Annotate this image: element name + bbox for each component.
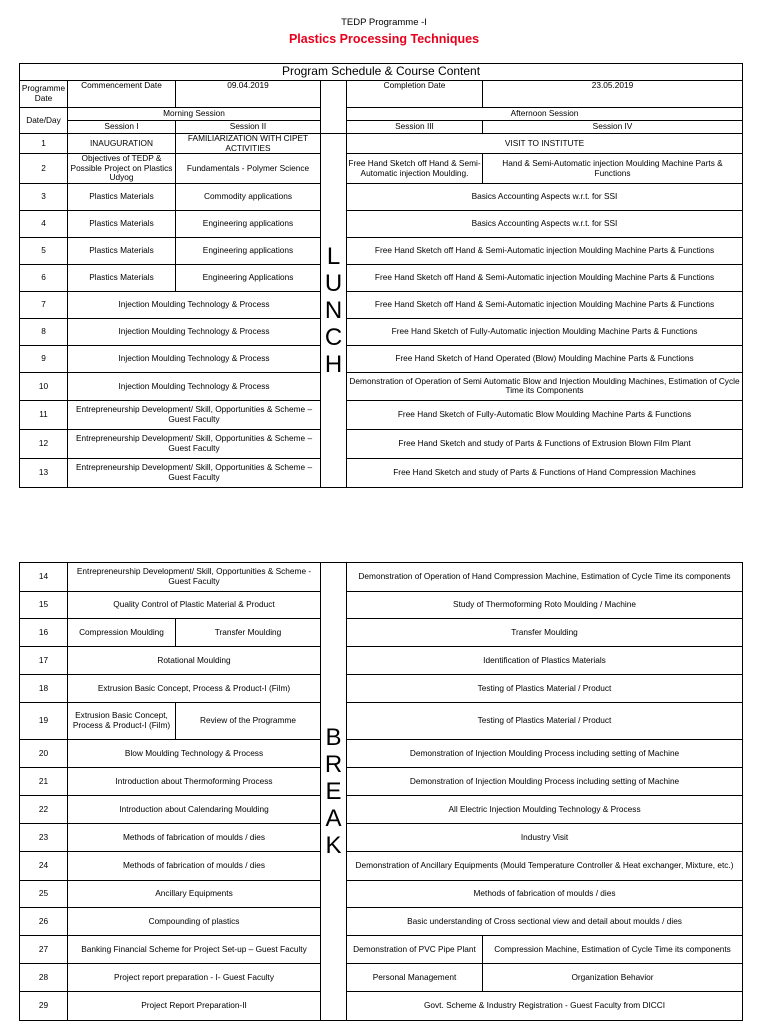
afternoon-topic: Identification of Plastics Materials [347, 647, 743, 675]
schedule-row [20, 372, 743, 400]
break-label [321, 563, 347, 1021]
afternoon-session-label: Afternoon Session [347, 108, 743, 121]
day-number: 25 [20, 881, 68, 908]
day-number: 7 [20, 291, 68, 318]
schedule-table-2 [19, 562, 743, 1021]
session-1-topic: Plastics Materials [68, 264, 176, 291]
vertical-letter: R [324, 751, 343, 778]
schedule-row [20, 768, 743, 796]
afternoon-topic: Basics Accounting Aspects w.r.t. for SSI [347, 210, 743, 237]
morning-session-label: Morning Session [68, 108, 321, 121]
session-1-topic: INAUGURATION [68, 134, 176, 154]
schedule-title: Program Schedule & Course Content [20, 64, 743, 81]
afternoon-topic: Study of Thermoforming Roto Moulding / Machine [347, 592, 743, 619]
morning-topic: Entrepreneurship Development/ Skill, Opportunities & Scheme – Guest Faculty [68, 429, 321, 458]
morning-topic: Methods of fabrication of moulds / dies [68, 852, 321, 881]
day-number: 13 [20, 458, 68, 487]
day-number: 14 [20, 563, 68, 592]
afternoon-topic: Industry Visit [347, 824, 743, 852]
session-1-topic: Plastics Materials [68, 237, 176, 264]
morning-topic: Injection Moulding Technology & Process [68, 372, 321, 400]
session-2-topic: Fundamentals - Polymer Science [176, 154, 321, 184]
schedule-row [20, 563, 743, 592]
afternoon-topic: Govt. Scheme & Industry Registration - Guest Faculty from DICCI [347, 992, 743, 1021]
day-number: 2 [20, 154, 68, 184]
session-4-topic: Organization Behavior [483, 964, 743, 992]
schedule-row [20, 703, 743, 740]
course-title: Plastics Processing Techniques [288, 32, 480, 46]
day-number: 5 [20, 237, 68, 264]
morning-topic: Project report preparation - I- Guest Faculty [68, 964, 321, 992]
date-day-label: Date/Day [20, 108, 68, 134]
schedule-row [20, 237, 743, 264]
day-number: 1 [20, 134, 68, 154]
schedule-row [20, 881, 743, 908]
day-number: 17 [20, 647, 68, 675]
programme-date-label: Programme Date [20, 81, 68, 108]
afternoon-topic: VISIT TO INSTITUTE [347, 134, 743, 154]
morning-topic: Entrepreneurship Development/ Skill, Opportunities & Scheme – Guest Faculty [68, 458, 321, 487]
session-1-topic: Extrusion Basic Concept, Process & Product-I (Film) [68, 703, 176, 740]
schedule-table-1 [19, 63, 743, 488]
schedule-row [20, 824, 743, 852]
commencement-value: 09.04.2019 [176, 81, 321, 108]
session-4-topic: Compression Machine, Estimation of Cycle Time its components [483, 936, 743, 964]
session-2-topic: Review of the Programme [176, 703, 321, 740]
schedule-row [20, 740, 743, 768]
schedule-row [20, 264, 743, 291]
morning-topic: Ancillary Equipments [68, 881, 321, 908]
day-number: 4 [20, 210, 68, 237]
morning-topic: Methods of fabrication of moulds / dies [68, 824, 321, 852]
morning-topic: Project Report Preparation-II [68, 992, 321, 1021]
afternoon-topic: Demonstration of Injection Moulding Process including setting of Machine [347, 768, 743, 796]
session-3-topic: Demonstration of PVC Pipe Plant [347, 936, 483, 964]
vertical-letter: A [325, 805, 342, 832]
day-number: 29 [20, 992, 68, 1021]
schedule-row [20, 908, 743, 936]
commencement-label: Commencement Date [68, 81, 176, 108]
day-number: 9 [20, 345, 68, 372]
session-2-label: Session II [176, 121, 321, 134]
morning-topic: Injection Moulding Technology & Process [68, 318, 321, 345]
morning-topic: Entrepreneurship Development/ Skill, Opportunities & Scheme - Guest Faculty [68, 563, 321, 592]
schedule-row [20, 134, 743, 154]
day-number: 12 [20, 429, 68, 458]
afternoon-topic: Free Hand Sketch off Hand & Semi-Automatic injection Moulding Machine Parts & Functions [347, 237, 743, 264]
day-number: 8 [20, 318, 68, 345]
vertical-letter: N [324, 296, 343, 324]
day-number: 22 [20, 796, 68, 824]
day-number: 10 [20, 372, 68, 400]
morning-topic: Quality Control of Plastic Material & Product [68, 592, 321, 619]
schedule-row [20, 429, 743, 458]
day-number: 26 [20, 908, 68, 936]
morning-topic: Injection Moulding Technology & Process [68, 345, 321, 372]
lunch-gap [321, 121, 347, 134]
afternoon-topic: Demonstration of Operation of Semi Automatic Blow and Injection Moulding Machines, Estimation of Cycle Time its Components [347, 372, 743, 400]
day-number: 6 [20, 264, 68, 291]
session-4-topic: Hand & Semi-Automatic injection Moulding Machine Parts & Functions [483, 154, 743, 184]
schedule-row [20, 936, 743, 964]
afternoon-topic: Basics Accounting Aspects w.r.t. for SSI [347, 183, 743, 210]
schedule-row [20, 458, 743, 487]
morning-topic: Injection Moulding Technology & Process [68, 291, 321, 318]
morning-topic: Introduction about Thermoforming Process [68, 768, 321, 796]
afternoon-topic: Demonstration of Ancillary Equipments (Mould Temperature Controller & Heat exchanger, Mixture, etc.) [347, 852, 743, 881]
day-number: 19 [20, 703, 68, 740]
programme-title: TEDP Programme -I [341, 17, 427, 28]
afternoon-topic: Free Hand Sketch of Fully-Automatic Blow Moulding Machine Parts & Functions [347, 400, 743, 429]
afternoon-topic: Free Hand Sketch and study of Parts & Functions of Hand Compression Machines [347, 458, 743, 487]
session-2-topic: Engineering applications [176, 237, 321, 264]
vertical-letter: H [324, 350, 343, 378]
day-number: 28 [20, 964, 68, 992]
schedule-row [20, 852, 743, 881]
lunch-gap [321, 81, 347, 108]
day-number: 27 [20, 936, 68, 964]
schedule-row [20, 675, 743, 703]
session-2-topic: Engineering Applications [176, 264, 321, 291]
lunch-gap [321, 108, 347, 121]
afternoon-topic: Free Hand Sketch off Hand & Semi-Automatic injection Moulding Machine Parts & Functions [347, 264, 743, 291]
schedule-row [20, 400, 743, 429]
schedule-row [20, 592, 743, 619]
afternoon-topic: Demonstration of Injection Moulding Process including setting of Machine [347, 740, 743, 768]
morning-topic: Banking Financial Scheme for Project Set-up – Guest Faculty [68, 936, 321, 964]
schedule-row [20, 992, 743, 1021]
morning-topic: Introduction about Calendaring Moulding [68, 796, 321, 824]
schedule-row [20, 154, 743, 184]
schedule-row [20, 210, 743, 237]
afternoon-topic: Free Hand Sketch off Hand & Semi-Automatic injection Moulding Machine Parts & Functions [347, 291, 743, 318]
morning-topic: Extrusion Basic Concept, Process & Product-I (Film) [68, 675, 321, 703]
vertical-letter: C [324, 323, 343, 351]
afternoon-topic: Free Hand Sketch of Fully-Automatic injection Moulding Machine Parts & Functions [347, 318, 743, 345]
schedule-row [20, 647, 743, 675]
session-1-topic: Compression Moulding [68, 619, 176, 647]
schedule-row [20, 796, 743, 824]
day-number: 3 [20, 183, 68, 210]
session-1-topic: Plastics Materials [68, 183, 176, 210]
session-3-label: Session III [347, 121, 483, 134]
afternoon-topic: Testing of Plastics Material / Product [347, 703, 743, 740]
completion-label: Completion Date [347, 81, 483, 108]
lunch-label [321, 134, 347, 488]
schedule-row [20, 345, 743, 372]
afternoon-topic: Methods of fabrication of moulds / dies [347, 881, 743, 908]
vertical-letter: U [324, 269, 343, 297]
afternoon-topic: Transfer Moulding [347, 619, 743, 647]
morning-topic: Compounding of plastics [68, 908, 321, 936]
afternoon-topic: Demonstration of Operation of Hand Compression Machine, Estimation of Cycle Time its components [347, 563, 743, 592]
vertical-letter: B [325, 724, 342, 751]
schedule-row [20, 318, 743, 345]
session-1-label: Session I [68, 121, 176, 134]
session-1-topic: Objectives of TEDP & Possible Project on Plastics Udyog [68, 154, 176, 184]
session-4-label: Session IV [483, 121, 743, 134]
vertical-letter: E [325, 778, 342, 805]
schedule-row [20, 619, 743, 647]
vertical-letter: L [326, 242, 341, 270]
afternoon-topic: Testing of Plastics Material / Product [347, 675, 743, 703]
session-2-topic: Transfer Moulding [176, 619, 321, 647]
session-1-topic: Plastics Materials [68, 210, 176, 237]
day-number: 21 [20, 768, 68, 796]
day-number: 20 [20, 740, 68, 768]
morning-topic: Blow Moulding Technology & Process [68, 740, 321, 768]
afternoon-topic: Free Hand Sketch of Hand Operated (Blow) Moulding Machine Parts & Functions [347, 345, 743, 372]
session-2-topic: FAMILIARIZATION WITH CIPET ACTIVITIES [176, 134, 321, 154]
afternoon-topic: Basic understanding of Cross sectional view and detail about moulds / dies [347, 908, 743, 936]
day-number: 23 [20, 824, 68, 852]
afternoon-topic: Free Hand Sketch and study of Parts & Functions of Extrusion Blown Film Plant [347, 429, 743, 458]
completion-value: 23.05.2019 [483, 81, 743, 108]
schedule-row [20, 183, 743, 210]
session-2-topic: Engineering applications [176, 210, 321, 237]
session-3-topic: Personal Management [347, 964, 483, 992]
schedule-row [20, 964, 743, 992]
day-number: 18 [20, 675, 68, 703]
session-3-topic: Free Hand Sketch off Hand & Semi-Automatic injection Moulding. [347, 154, 483, 184]
day-number: 11 [20, 400, 68, 429]
day-number: 16 [20, 619, 68, 647]
morning-topic: Rotational Moulding [68, 647, 321, 675]
day-number: 24 [20, 852, 68, 881]
schedule-row [20, 291, 743, 318]
vertical-letter: K [325, 832, 342, 859]
day-number: 15 [20, 592, 68, 619]
session-2-topic: Commodity applications [176, 183, 321, 210]
afternoon-topic: All Electric Injection Moulding Technology & Process [347, 796, 743, 824]
morning-topic: Entrepreneurship Development/ Skill, Opportunities & Scheme – Guest Faculty [68, 400, 321, 429]
